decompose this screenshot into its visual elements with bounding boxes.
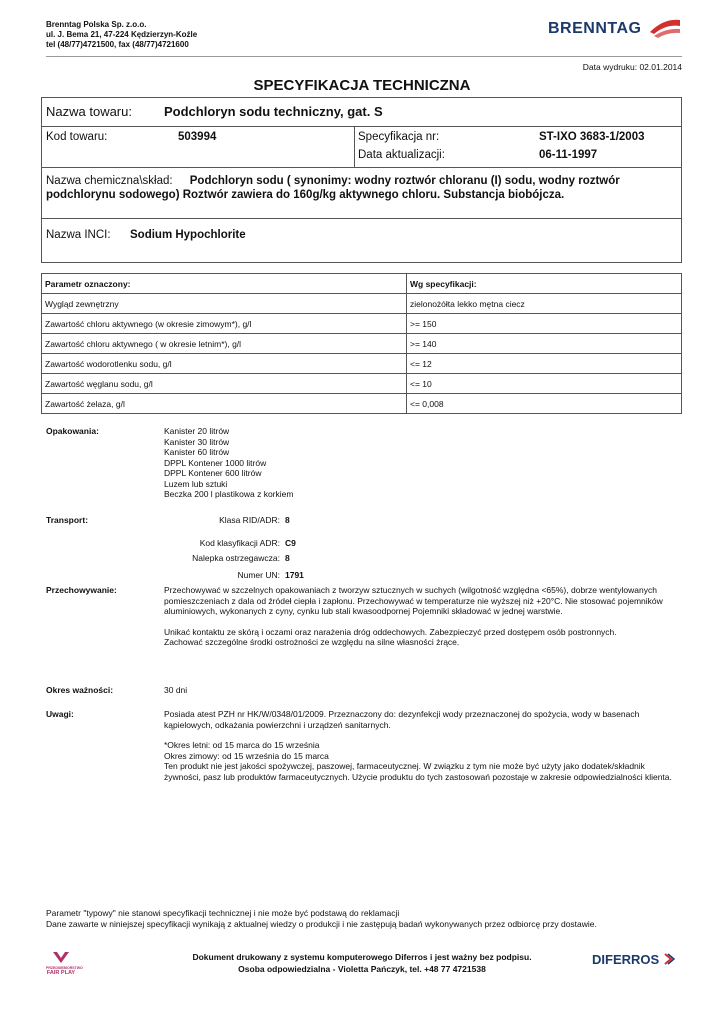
brenntag-logo	[548, 14, 680, 44]
storage-paragraph-2: Unikać kontaktu ze skórą i oczami oraz narażenia dróg oddechowych. Zabezpieczyć przed dostępem osób postronnych.	[164, 626, 617, 637]
table-header-row	[42, 274, 682, 294]
list-item: Kanister 60 litrów	[164, 447, 230, 457]
storage-label: Przechowywanie:	[46, 585, 117, 595]
storage-text	[164, 585, 682, 648]
notes-label: Uwagi:	[46, 709, 74, 719]
inci-value: Sodium Hypochlorite	[130, 229, 246, 241]
diferros-logo	[592, 952, 675, 967]
footnote-line-2: Dane zawarte w niniejszej specyfikacji wynikają z aktualnej wiedzy o produkcji i nie zastępują badań wykonywanych przez odbiorcę przy dostawie.	[46, 919, 597, 929]
fair-play-text: FAIR PLAY	[46, 970, 76, 976]
un-number-label: Numer UN:	[237, 570, 280, 580]
table-header-param: Parametr oznaczony:	[42, 274, 407, 294]
company-info	[46, 20, 197, 50]
inci-divider	[42, 218, 681, 219]
chemical-name-value: Podchloryn sodu ( synonimy: wodny roztwór chloranu (I) sodu, wodny roztwór	[189, 175, 620, 187]
rid-adr-value: 8	[285, 515, 290, 525]
validity-label: Okres ważności:	[46, 685, 114, 695]
table-row	[42, 314, 682, 334]
page-title: SPECYFIKACJA TECHNICZNA	[253, 77, 471, 94]
param-value: <= 0,008	[407, 394, 682, 414]
chemical-name-label: Nazwa chemiczna\skład:	[46, 175, 173, 187]
transport-label: Transport:	[46, 515, 89, 525]
chemical-name-box	[41, 167, 682, 263]
company-address: ul. J. Bema 21, 47-224 Kędzierzyn-Koźle	[46, 30, 198, 39]
product-name-value: Podchloryn sodu techniczny, gat. S	[164, 104, 383, 119]
company-name: Brenntag Polska Sp. z.o.o.	[46, 20, 147, 29]
table-row	[42, 374, 682, 394]
footer-line-1: Dokument drukowany z systemu komputerowego Diferros i jest ważny bez podpisu.	[192, 952, 532, 962]
product-code-value: 503994	[178, 131, 217, 143]
list-item: DPPL Kontener 600 litrów	[164, 468, 262, 478]
code-box-divider	[354, 127, 355, 167]
table-row	[42, 394, 682, 414]
notes-season-winter: Okres zimowy: od 15 września do 15 marca	[164, 750, 329, 761]
notes-season-summer: *Okres letni: od 15 marca do 15 września	[164, 740, 320, 750]
inci-label: Nazwa INCI:	[46, 229, 111, 241]
product-name-label: Nazwa towaru:	[46, 104, 132, 119]
spec-number-value: ST-IXO 3683-1/2003	[539, 131, 645, 143]
list-item: DPPL Kontener 1000 litrów	[164, 457, 267, 468]
list-item: Kanister 20 litrów	[164, 426, 230, 436]
adr-code-label: Kod klasyfikacji ADR:	[199, 538, 280, 548]
notes-paragraph-1: Posiada atest PZH nr HK/W/0348/01/2009. Przeznaczony do: dezynfekcji wody przeznaczonej do spożycia, wody w basenach kąpielowych, odkażania powierzchni i urządzeń sanitarnych.	[164, 709, 640, 730]
notes-disclaimer: Ten produkt nie jest jakości spożywczej, paszowej, farmaceutycznej. W związku z tym nie może być użyty jako dodatek/składnik żywności, pasz lub produktów farmaceutycznych. Użycie produktu do tych zastosowań pozostaje w zakresie odpowiedzialności klienta.	[164, 761, 672, 782]
warning-sticker-value: 8	[285, 553, 290, 563]
list-item: Beczka 200 l plastikowa z korkiem	[164, 489, 294, 499]
chemical-name-value-cont: podchlorynu sodowego) Roztwór zawiera do 160g/kg aktywnego chloru. Substancja biobójcza.	[46, 189, 565, 201]
packaging-list	[164, 426, 293, 500]
footnote-line-1: Parametr "typowy" nie stanowi specyfikacji technicznej i nie może być podstawą do reklamacji	[46, 908, 400, 918]
param-name: Zawartość węglanu sodu, g/l	[42, 374, 407, 394]
un-number-value: 1791	[285, 570, 304, 580]
param-name: Zawartość chloru aktywnego (w okresie zimowym*), g/l	[42, 314, 407, 334]
packaging-label: Opakowania:	[46, 426, 99, 436]
update-date-value: 06-11-1997	[539, 149, 598, 161]
param-value: zielonożółta lekko mętna ciecz	[407, 294, 682, 314]
table-row	[42, 294, 682, 314]
product-name-box	[41, 97, 682, 127]
product-code-box	[41, 126, 682, 168]
param-name: Zawartość wodorotlenku sodu, g/l	[42, 354, 407, 374]
product-code-label: Kod towaru:	[46, 131, 108, 143]
list-item: Kanister 30 litrów	[164, 436, 230, 447]
param-value: <= 12	[407, 354, 682, 374]
param-name: Zawartość chloru aktywnego ( w okresie letnim*), g/l	[42, 334, 407, 354]
warning-sticker-label: Nalepka ostrzegawcza:	[192, 553, 280, 563]
adr-code-value: C9	[285, 538, 296, 548]
print-date: Data wydruku: 02.01.2014	[582, 62, 682, 72]
table-row	[42, 334, 682, 354]
parameters-table	[41, 273, 682, 414]
list-item: Luzem lub sztuki	[164, 478, 228, 489]
param-name: Zawartość żelaza, g/l	[42, 394, 407, 414]
rid-adr-label: Klasa RID/ADR:	[219, 515, 280, 525]
brenntag-logo-text: BRENNTAG	[548, 20, 642, 37]
update-date-label: Data aktualizacji:	[358, 149, 445, 161]
table-header-spec: Wg specyfikacji:	[407, 274, 682, 294]
storage-paragraph-1: Przechowywać w szczelnych opakowaniach z tworzyw sztucznych w suchych (wilgotność względna <65%), dobrze wentylowanych pomieszczeniach z dala od źródeł ciepła i zapłonu. Przechowywać w temperaturze nie wyższej niż +20°C. Nie stosować pojemników aluminiowych, wykonanych z cyny, cynku lub stali kwasoodpornej Pojemniki składować w jednej warstwie.	[164, 585, 663, 616]
footnote	[46, 908, 666, 930]
header-divider	[46, 56, 682, 57]
notes-text	[164, 709, 682, 782]
fair-play-small-text: PRZEDSIĘBIORSTWO	[46, 966, 83, 970]
storage-paragraph-3: Zachować szczególne środki ostrożności ze względu na silne własności żrące.	[164, 637, 460, 647]
brenntag-swoosh-icon	[648, 16, 682, 38]
company-phone: tel (48/77)4721500, fax (48/77)4721600	[46, 40, 189, 49]
validity-value: 30 dni	[164, 685, 188, 695]
param-value: >= 150	[407, 314, 682, 334]
spec-number-label: Specyfikacja nr:	[358, 131, 440, 143]
param-value: <= 10	[407, 374, 682, 394]
diferros-chevron-icon	[663, 953, 675, 965]
param-value: >= 140	[407, 334, 682, 354]
chemical-name-line	[46, 174, 676, 188]
table-row	[42, 354, 682, 374]
diferros-logo-text: DIFERROS	[592, 952, 660, 967]
footer-line-2: Osoba odpowiedzialna - Violetta Pańczyk, tel. +48 77 4721538	[238, 964, 486, 974]
param-name: Wygląd zewnętrzny	[42, 294, 407, 314]
